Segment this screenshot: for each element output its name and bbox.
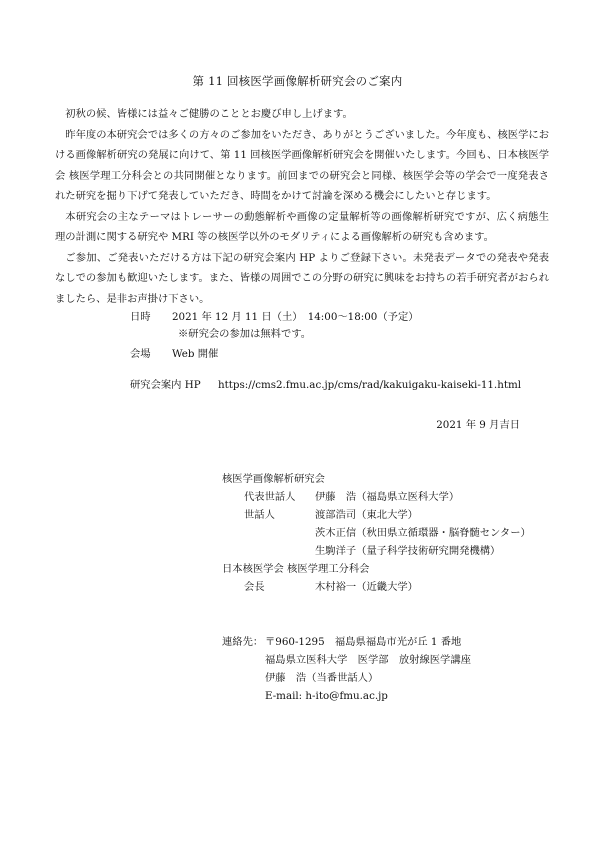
date-value: 2021 年 12 月 11 日（土） 14:00～18:00（予定） xyxy=(172,311,419,323)
date-row xyxy=(130,310,419,324)
venue-label: 会場 xyxy=(130,348,151,360)
organizer-2-name: 日本核医学会 核医学理工分科会 xyxy=(222,563,370,575)
staff-row xyxy=(244,508,418,522)
document-title: 第 11 回核医学画像解析研究会のご案内 xyxy=(192,74,403,88)
chair-label: 会長 xyxy=(244,581,265,593)
contact-department: 福島県立医科大学 医学部 放射線医学講座 xyxy=(265,654,471,666)
staff-member: 生駒洋子（量子科学技術研究開発機構） xyxy=(315,545,501,557)
contact-label: 連絡先： xyxy=(222,636,264,648)
staff-member: 茨木正信（秋田県立循環器・脳脊髄センター） xyxy=(315,527,531,539)
hp-url-link[interactable]: https://cms2.fmu.ac.jp/cms/rad/kakuigaku-kaiseki-11.html xyxy=(218,379,522,391)
venue-value: Web 開催 xyxy=(172,348,219,360)
issue-date: 2021 年 9 月吉日 xyxy=(436,419,520,431)
paragraph-registration: ご参加、ご発表いただける方は下記の研究会案内 HP よりご登録下さい。未発表データでの発表や発表なしでの参加も歓迎いたします。また、皆様の周囲でこの分野の研究に興味をお持ちの若手研究者がおられましたら、是非お声掛け下さい。 xyxy=(55,251,549,305)
paragraph-introduction: 昨年度の本研究会では多くの方々のご参加をいただき、ありがとうございました。今年度も、核医学における画像解析研究の発展に向けて、第 11 回核医学画像解析研究会を開催いたします。今回も、日本核医学会 核医学理工分科会との共同開催となります。前回までの研究会と同様、核医学会等の学会で一度発表された研究を掘り下げて発表していただき、時間をかけて討論を深める機会にしたいと存じます。 xyxy=(55,128,549,202)
hp-label: 研究会案内 HP xyxy=(130,379,201,391)
hp-row xyxy=(130,378,521,392)
paragraph-greeting: 初秋の候、皆様には益々ご健勝のこととお慶び申し上げます。 xyxy=(65,108,353,120)
representative-row xyxy=(244,490,459,504)
paragraph-theme: 本研究会の主なテーマはトレーサーの動態解析や画像の定量解析等の画像解析研究ですが、広く病態生理の計測に関する研究や MRI 等の核医学以外のモダリティによる画像解析の研究も含めます。 xyxy=(55,210,549,243)
representative-label: 代表世話人 xyxy=(244,491,296,503)
organizer-1-name: 核医学画像解析研究会 xyxy=(222,473,325,485)
fee-note: ※研究会の参加は無料です。 xyxy=(178,328,312,340)
document-body xyxy=(55,104,549,309)
chair-row xyxy=(244,580,418,594)
chair-person: 木村裕一（近畿大学） xyxy=(315,581,418,593)
contact-address: 〒960-1295 福島県福島市光が丘 1 番地 xyxy=(265,636,462,648)
staff-member: 渡部浩司（東北大学） xyxy=(315,509,418,521)
venue-row xyxy=(130,347,218,361)
contact-email-link[interactable]: E-mail: h-ito@fmu.ac.jp xyxy=(265,690,388,702)
staff-label: 世話人 xyxy=(244,509,275,521)
date-label: 日時 xyxy=(130,311,151,323)
contact-row xyxy=(222,635,461,649)
representative-person: 伊藤 浩（福島県立医科大学） xyxy=(315,491,460,503)
contact-person: 伊藤 浩（当番世話人） xyxy=(265,672,379,684)
